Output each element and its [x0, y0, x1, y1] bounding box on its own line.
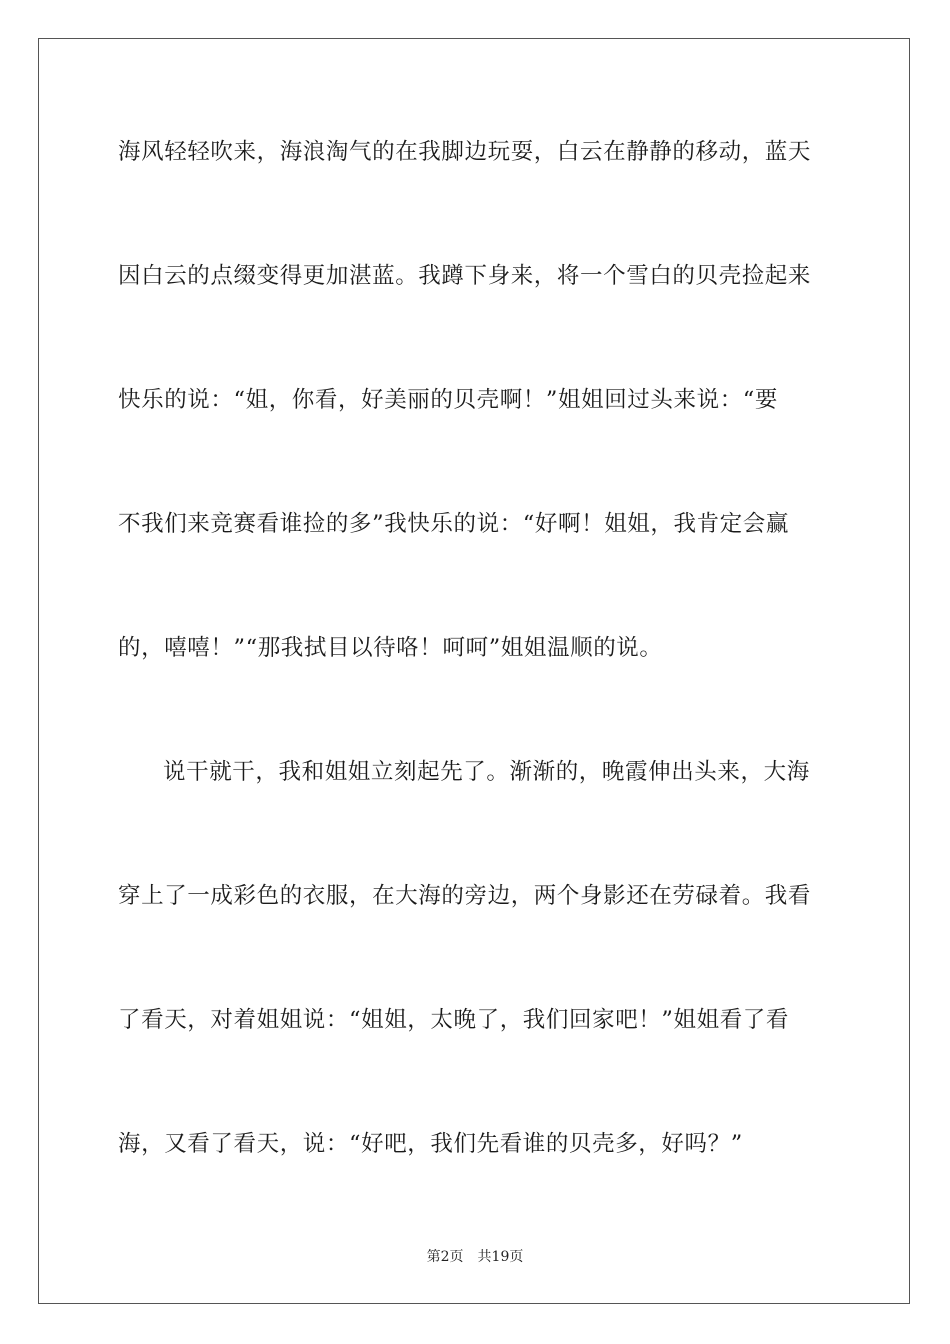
paragraph-first-line: 说干就干，我和姐姐立刻起先了。渐渐的，晚霞伸出头来，大海 [163, 759, 810, 785]
text-line: 不我们来竞赛看谁捡的多”我快乐的说：“好啊！姐姐，我肯定会赢 [118, 511, 790, 537]
text-line: 了看天，对着姐姐说：“姐姐，太晚了，我们回家吧！”姐姐看了看 [118, 1007, 790, 1033]
text-line: 的，嘻嘻！”“那我拭目以待咯！呵呵”姐姐温顺的说。 [118, 635, 663, 661]
text-line: 快乐的说：“姐，你看，好美丽的贝壳啊！”姐姐回过头来说：“要 [118, 387, 779, 413]
text-line: 穿上了一成彩色的衣服，在大海的旁边，两个身影还在劳碌着。我看 [118, 883, 812, 909]
text-line: 因白云的点缀变得更加湛蓝。我蹲下身来，将一个雪白的贝壳捡起来 [118, 263, 812, 289]
page-number: 第2页 [426, 1249, 464, 1265]
page-border [38, 38, 910, 1304]
text-line: 海，又看了看天，说：“好吧，我们先看谁的贝壳多，好吗？” [118, 1131, 743, 1157]
text-line: 海风轻轻吹来，海浪淘气的在我脚边玩耍，白云在静静的移动，蓝天 [118, 139, 812, 165]
page-footer [0, 1248, 950, 1266]
page-total: 共19页 [477, 1249, 524, 1265]
